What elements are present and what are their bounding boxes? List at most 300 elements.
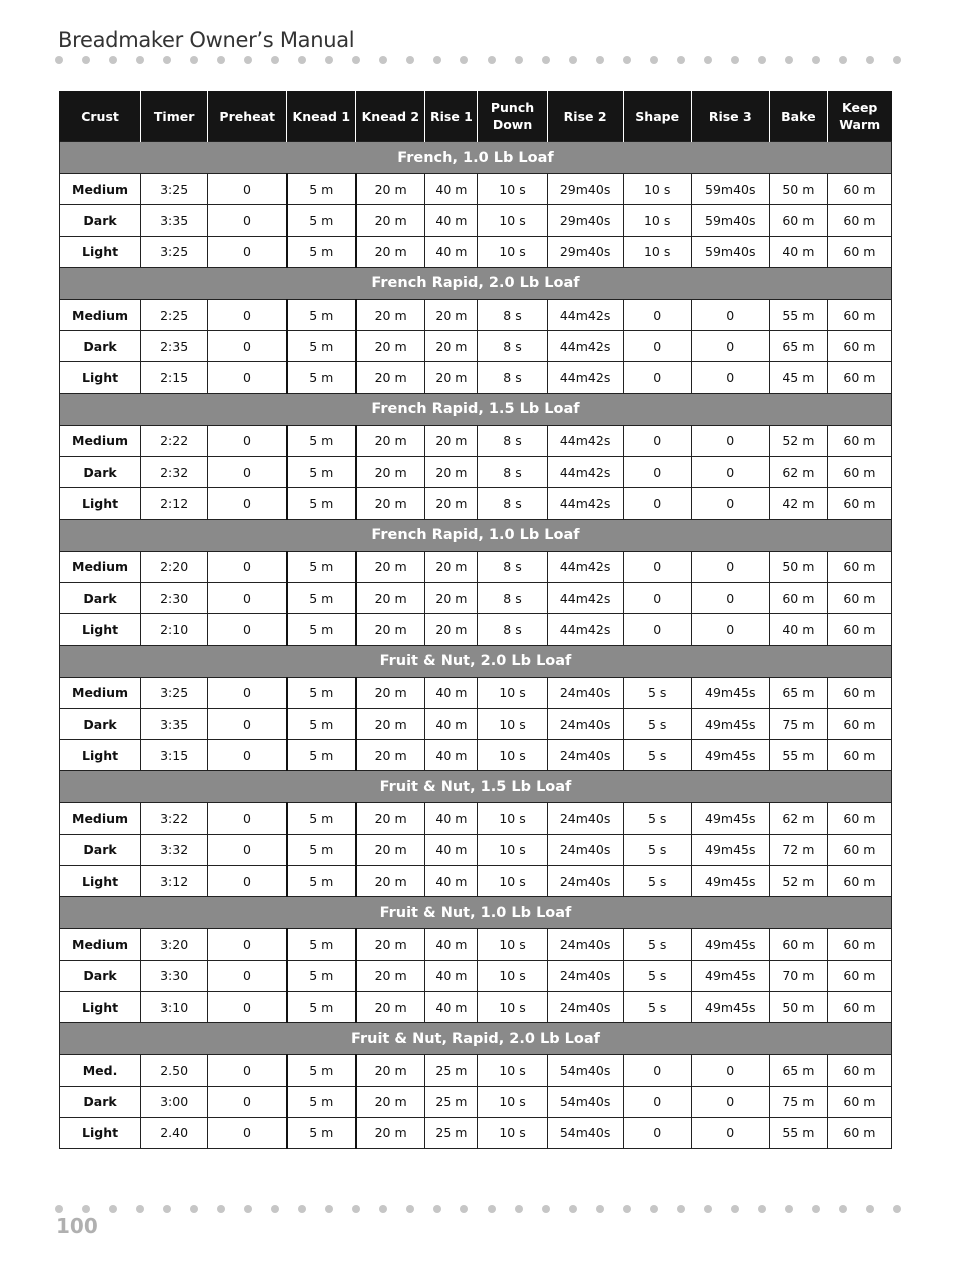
table-cell: 20 m	[356, 488, 425, 519]
table-cell: 0	[208, 582, 287, 613]
table-cell: 8 s	[478, 362, 547, 393]
table-cell: 20 m	[356, 929, 425, 960]
table-row	[60, 960, 892, 991]
table-cell: 0	[208, 299, 287, 330]
divider-dot	[271, 1205, 279, 1213]
divider-dot	[515, 56, 523, 64]
table-cell: 50 m	[769, 174, 827, 205]
divider-dot	[244, 1205, 252, 1213]
divider-dot	[271, 56, 279, 64]
table-cell: 2:22	[141, 425, 208, 456]
table-cell: 60 m	[769, 582, 827, 613]
table-cell: 40 m	[425, 866, 478, 897]
table-cell: 59m40s	[691, 174, 769, 205]
table-cell: 0	[691, 331, 769, 362]
table-row	[60, 425, 892, 456]
table-cell: 44m42s	[547, 299, 623, 330]
divider-dot	[569, 56, 577, 64]
divider-dot	[325, 1205, 333, 1213]
table-cell: 24m40s	[547, 708, 623, 739]
table-cell: 10 s	[478, 991, 547, 1022]
table-cell: 3:12	[141, 866, 208, 897]
table-cell: 0	[623, 1086, 691, 1117]
table-cell: 0	[208, 457, 287, 488]
crust-cell: Med.	[60, 1055, 141, 1086]
table-cell: 8 s	[478, 551, 547, 582]
table-cell: 24m40s	[547, 677, 623, 708]
section-header-row	[60, 393, 892, 425]
section-header-row	[60, 645, 892, 677]
table-cell: 72 m	[769, 834, 827, 865]
table-cell: 0	[208, 991, 287, 1022]
divider-dot	[460, 1205, 468, 1213]
table-cell: 40 m	[425, 803, 478, 834]
table-cell: 20 m	[425, 331, 478, 362]
table-cell: 2.50	[141, 1055, 208, 1086]
table-cell: 24m40s	[547, 960, 623, 991]
table-cell: 52 m	[769, 425, 827, 456]
divider-dot	[109, 1205, 117, 1213]
divider-dot	[839, 56, 847, 64]
divider-dot	[406, 1205, 414, 1213]
table-cell: 20 m	[356, 331, 425, 362]
divider-dot	[677, 1205, 685, 1213]
table-cell: 5 m	[287, 991, 356, 1022]
divider-dot	[190, 1205, 198, 1213]
table-cell: 3:25	[141, 677, 208, 708]
table-cell: 2:10	[141, 614, 208, 645]
table-cell: 0	[691, 457, 769, 488]
table-cell: 10 s	[478, 174, 547, 205]
divider-dot	[812, 1205, 820, 1213]
table-cell: 0	[623, 1055, 691, 1086]
section-header-row	[60, 519, 892, 551]
table-cell: 0	[208, 551, 287, 582]
divider-dot	[136, 56, 144, 64]
divider-dot	[325, 56, 333, 64]
table-cell: 2:32	[141, 457, 208, 488]
table-cell: 5 s	[623, 866, 691, 897]
table-cell: 0	[623, 331, 691, 362]
table-row	[60, 236, 892, 267]
section-header-row	[60, 1023, 892, 1055]
column-header: Preheat	[208, 91, 287, 142]
table-cell: 0	[691, 299, 769, 330]
table-cell: 0	[208, 174, 287, 205]
table-cell: 60 m	[827, 1055, 891, 1086]
table-cell: 10 s	[623, 174, 691, 205]
table-cell: 2.40	[141, 1117, 208, 1148]
crust-cell: Light	[60, 740, 141, 771]
table-cell: 10 s	[478, 1086, 547, 1117]
table-cell: 5 s	[623, 677, 691, 708]
table-cell: 60 m	[827, 488, 891, 519]
page-number: 100	[56, 1214, 98, 1238]
table-cell: 3:22	[141, 803, 208, 834]
table-cell: 3:25	[141, 236, 208, 267]
table-cell: 5 m	[287, 866, 356, 897]
table-cell: 65 m	[769, 331, 827, 362]
divider-dot	[650, 56, 658, 64]
table-cell: 29m40s	[547, 205, 623, 236]
table-cell: 5 s	[623, 740, 691, 771]
table-cell: 5 m	[287, 457, 356, 488]
table-cell: 20 m	[356, 677, 425, 708]
section-title: French Rapid, 1.5 Lb Loaf	[60, 393, 892, 425]
table-cell: 5 m	[287, 425, 356, 456]
page-header-title: Breadmaker Owner’s Manual	[58, 28, 355, 52]
table-row	[60, 1117, 892, 1148]
section-header-row	[60, 142, 892, 174]
table-cell: 10 s	[478, 1117, 547, 1148]
table-cell: 60 m	[827, 551, 891, 582]
table-row	[60, 174, 892, 205]
divider-dot	[758, 56, 766, 64]
table-cell: 0	[691, 1086, 769, 1117]
table-cell: 0	[623, 299, 691, 330]
table-cell: 10 s	[478, 866, 547, 897]
table-cell: 10 s	[478, 205, 547, 236]
divider-dot	[866, 56, 874, 64]
crust-cell: Medium	[60, 929, 141, 960]
table-cell: 20 m	[425, 488, 478, 519]
divider-dot	[893, 1205, 901, 1213]
table-cell: 20 m	[356, 866, 425, 897]
divider-dot	[569, 1205, 577, 1213]
column-header: Shape	[623, 91, 691, 142]
table-cell: 50 m	[769, 991, 827, 1022]
crust-cell: Dark	[60, 960, 141, 991]
table-cell: 8 s	[478, 425, 547, 456]
table-cell: 44m42s	[547, 331, 623, 362]
table-cell: 0	[208, 960, 287, 991]
table-cell: 10 s	[478, 834, 547, 865]
table-cell: 8 s	[478, 299, 547, 330]
table-cell: 40 m	[425, 740, 478, 771]
table-cell: 40 m	[425, 677, 478, 708]
table-cell: 65 m	[769, 677, 827, 708]
crust-cell: Light	[60, 866, 141, 897]
table-cell: 24m40s	[547, 929, 623, 960]
table-cell: 2:30	[141, 582, 208, 613]
table-cell: 49m45s	[691, 740, 769, 771]
table-cell: 62 m	[769, 457, 827, 488]
bake-cycle-table	[59, 91, 892, 1149]
table-cell: 0	[208, 236, 287, 267]
divider-dot	[217, 56, 225, 64]
table-cell: 40 m	[425, 960, 478, 991]
divider-dot	[163, 1205, 171, 1213]
divider-dot	[163, 56, 171, 64]
bottom-dot-divider	[55, 1204, 901, 1214]
table-row	[60, 803, 892, 834]
crust-cell: Light	[60, 1117, 141, 1148]
table-cell: 40 m	[425, 991, 478, 1022]
table-row	[60, 362, 892, 393]
crust-cell: Medium	[60, 174, 141, 205]
table-row	[60, 834, 892, 865]
table-cell: 44m42s	[547, 551, 623, 582]
crust-cell: Medium	[60, 299, 141, 330]
divider-dot	[433, 1205, 441, 1213]
column-header: Rise 1	[425, 91, 478, 142]
table-cell: 5 m	[287, 677, 356, 708]
table-row	[60, 740, 892, 771]
section-header-row	[60, 771, 892, 803]
table-cell: 5 m	[287, 960, 356, 991]
table-row	[60, 929, 892, 960]
table-cell: 40 m	[425, 834, 478, 865]
divider-dot	[542, 56, 550, 64]
table-cell: 60 m	[827, 331, 891, 362]
table-cell: 3:10	[141, 991, 208, 1022]
table-cell: 5 m	[287, 174, 356, 205]
table-cell: 40 m	[425, 236, 478, 267]
table-cell: 3:35	[141, 205, 208, 236]
crust-cell: Light	[60, 614, 141, 645]
table-cell: 0	[208, 614, 287, 645]
divider-dot	[704, 56, 712, 64]
crust-cell: Medium	[60, 425, 141, 456]
table-cell: 60 m	[827, 866, 891, 897]
table-row	[60, 582, 892, 613]
table-cell: 2:25	[141, 299, 208, 330]
table-cell: 3:20	[141, 929, 208, 960]
crust-cell: Light	[60, 991, 141, 1022]
table-cell: 75 m	[769, 1086, 827, 1117]
table-cell: 49m45s	[691, 677, 769, 708]
top-dot-divider	[55, 55, 901, 65]
table-cell: 25 m	[425, 1086, 478, 1117]
table-cell: 0	[208, 740, 287, 771]
table-cell: 5 m	[287, 551, 356, 582]
table-cell: 5 m	[287, 614, 356, 645]
table-cell: 5 m	[287, 1117, 356, 1148]
table-cell: 10 s	[623, 205, 691, 236]
divider-dot	[785, 56, 793, 64]
crust-cell: Medium	[60, 677, 141, 708]
table-cell: 60 m	[827, 1117, 891, 1148]
divider-dot	[866, 1205, 874, 1213]
table-cell: 0	[691, 614, 769, 645]
table-row	[60, 708, 892, 739]
table-row	[60, 488, 892, 519]
table-cell: 5 s	[623, 708, 691, 739]
section-title: Fruit & Nut, 1.5 Lb Loaf	[60, 771, 892, 803]
table-cell: 60 m	[827, 299, 891, 330]
table-cell: 60 m	[827, 614, 891, 645]
divider-dot	[298, 1205, 306, 1213]
table-cell: 10 s	[478, 708, 547, 739]
table-cell: 20 m	[356, 960, 425, 991]
table-cell: 60 m	[827, 960, 891, 991]
divider-dot	[217, 1205, 225, 1213]
table-cell: 0	[691, 362, 769, 393]
section-title: Fruit & Nut, 1.0 Lb Loaf	[60, 897, 892, 929]
table-cell: 60 m	[827, 803, 891, 834]
table-cell: 0	[208, 1117, 287, 1148]
table-cell: 25 m	[425, 1117, 478, 1148]
table-cell: 0	[208, 677, 287, 708]
table-cell: 44m42s	[547, 362, 623, 393]
table-cell: 5 m	[287, 236, 356, 267]
table-cell: 65 m	[769, 1055, 827, 1086]
table-row	[60, 331, 892, 362]
divider-dot	[839, 1205, 847, 1213]
table-cell: 49m45s	[691, 834, 769, 865]
table-cell: 8 s	[478, 614, 547, 645]
section-title: French, 1.0 Lb Loaf	[60, 142, 892, 174]
crust-cell: Dark	[60, 331, 141, 362]
table-cell: 70 m	[769, 960, 827, 991]
divider-dot	[190, 56, 198, 64]
table-cell: 0	[208, 488, 287, 519]
table-cell: 20 m	[356, 205, 425, 236]
table-cell: 60 m	[827, 457, 891, 488]
table-cell: 60 m	[827, 362, 891, 393]
table-cell: 20 m	[425, 299, 478, 330]
table-cell: 0	[691, 488, 769, 519]
table-cell: 20 m	[356, 1117, 425, 1148]
table-row	[60, 1055, 892, 1086]
table-cell: 49m45s	[691, 866, 769, 897]
table-cell: 5 m	[287, 740, 356, 771]
divider-dot	[433, 56, 441, 64]
table-cell: 5 m	[287, 205, 356, 236]
divider-dot	[55, 56, 63, 64]
table-row	[60, 991, 892, 1022]
column-header: Bake	[769, 91, 827, 142]
table-cell: 5 m	[287, 299, 356, 330]
table-cell: 10 s	[478, 677, 547, 708]
table-cell: 2:15	[141, 362, 208, 393]
table-cell: 29m40s	[547, 174, 623, 205]
table-cell: 20 m	[356, 1086, 425, 1117]
table-cell: 60 m	[827, 205, 891, 236]
table-cell: 24m40s	[547, 740, 623, 771]
table-cell: 3:32	[141, 834, 208, 865]
table-cell: 59m40s	[691, 236, 769, 267]
table-cell: 44m42s	[547, 614, 623, 645]
table-cell: 75 m	[769, 708, 827, 739]
table-cell: 2:20	[141, 551, 208, 582]
divider-dot	[812, 56, 820, 64]
table-cell: 2:12	[141, 488, 208, 519]
divider-dot	[488, 1205, 496, 1213]
table-cell: 40 m	[769, 236, 827, 267]
table-cell: 8 s	[478, 488, 547, 519]
table-row	[60, 1086, 892, 1117]
table-cell: 20 m	[356, 174, 425, 205]
table-cell: 10 s	[623, 236, 691, 267]
table-cell: 8 s	[478, 331, 547, 362]
section-title: French Rapid, 1.0 Lb Loaf	[60, 519, 892, 551]
crust-cell: Light	[60, 236, 141, 267]
divider-dot	[623, 56, 631, 64]
table-cell: 5 m	[287, 331, 356, 362]
table-cell: 55 m	[769, 740, 827, 771]
column-header: Timer	[141, 91, 208, 142]
table-cell: 0	[208, 331, 287, 362]
section-title: Fruit & Nut, 2.0 Lb Loaf	[60, 645, 892, 677]
divider-dot	[623, 1205, 631, 1213]
table-cell: 0	[208, 834, 287, 865]
table-cell: 0	[623, 582, 691, 613]
table-cell: 20 m	[356, 457, 425, 488]
table-cell: 10 s	[478, 236, 547, 267]
divider-dot	[731, 56, 739, 64]
divider-dot	[650, 1205, 658, 1213]
table-cell: 0	[691, 582, 769, 613]
table-cell: 5 m	[287, 362, 356, 393]
table-cell: 3:35	[141, 708, 208, 739]
table-cell: 60 m	[827, 174, 891, 205]
table-cell: 5 s	[623, 929, 691, 960]
table-cell: 0	[208, 866, 287, 897]
table-cell: 54m40s	[547, 1055, 623, 1086]
table-cell: 5 s	[623, 834, 691, 865]
divider-dot	[244, 56, 252, 64]
table-cell: 5 m	[287, 834, 356, 865]
table-cell: 60 m	[769, 205, 827, 236]
divider-dot	[515, 1205, 523, 1213]
table-cell: 0	[208, 1055, 287, 1086]
table-cell: 0	[623, 425, 691, 456]
table-cell: 52 m	[769, 866, 827, 897]
table-cell: 24m40s	[547, 991, 623, 1022]
table-cell: 40 m	[425, 929, 478, 960]
crust-cell: Dark	[60, 205, 141, 236]
divider-dot	[55, 1205, 63, 1213]
table-row	[60, 299, 892, 330]
table-cell: 2:35	[141, 331, 208, 362]
divider-dot	[352, 1205, 360, 1213]
table-cell: 60 m	[827, 582, 891, 613]
table-cell: 20 m	[425, 425, 478, 456]
table-cell: 20 m	[356, 1055, 425, 1086]
table-cell: 0	[691, 551, 769, 582]
table-cell: 0	[691, 1055, 769, 1086]
table-cell: 20 m	[425, 582, 478, 613]
crust-cell: Dark	[60, 1086, 141, 1117]
table-cell: 20 m	[356, 614, 425, 645]
table-cell: 0	[623, 551, 691, 582]
column-header: Rise 3	[691, 91, 769, 142]
table-cell: 40 m	[425, 708, 478, 739]
table-header-row	[60, 91, 892, 142]
table-cell: 20 m	[356, 362, 425, 393]
table-cell: 62 m	[769, 803, 827, 834]
table-cell: 0	[208, 425, 287, 456]
table-cell: 5 m	[287, 803, 356, 834]
section-header-row	[60, 267, 892, 299]
table-cell: 50 m	[769, 551, 827, 582]
divider-dot	[893, 56, 901, 64]
table-row	[60, 205, 892, 236]
table-cell: 5 m	[287, 488, 356, 519]
table-cell: 40 m	[425, 174, 478, 205]
crust-cell: Dark	[60, 457, 141, 488]
section-title: Fruit & Nut, Rapid, 2.0 Lb Loaf	[60, 1023, 892, 1055]
divider-dot	[758, 1205, 766, 1213]
divider-dot	[82, 56, 90, 64]
table-cell: 60 m	[827, 425, 891, 456]
table-cell: 0	[208, 1086, 287, 1117]
divider-dot	[731, 1205, 739, 1213]
table-cell: 3:30	[141, 960, 208, 991]
table-cell: 54m40s	[547, 1086, 623, 1117]
table-cell: 3:00	[141, 1086, 208, 1117]
